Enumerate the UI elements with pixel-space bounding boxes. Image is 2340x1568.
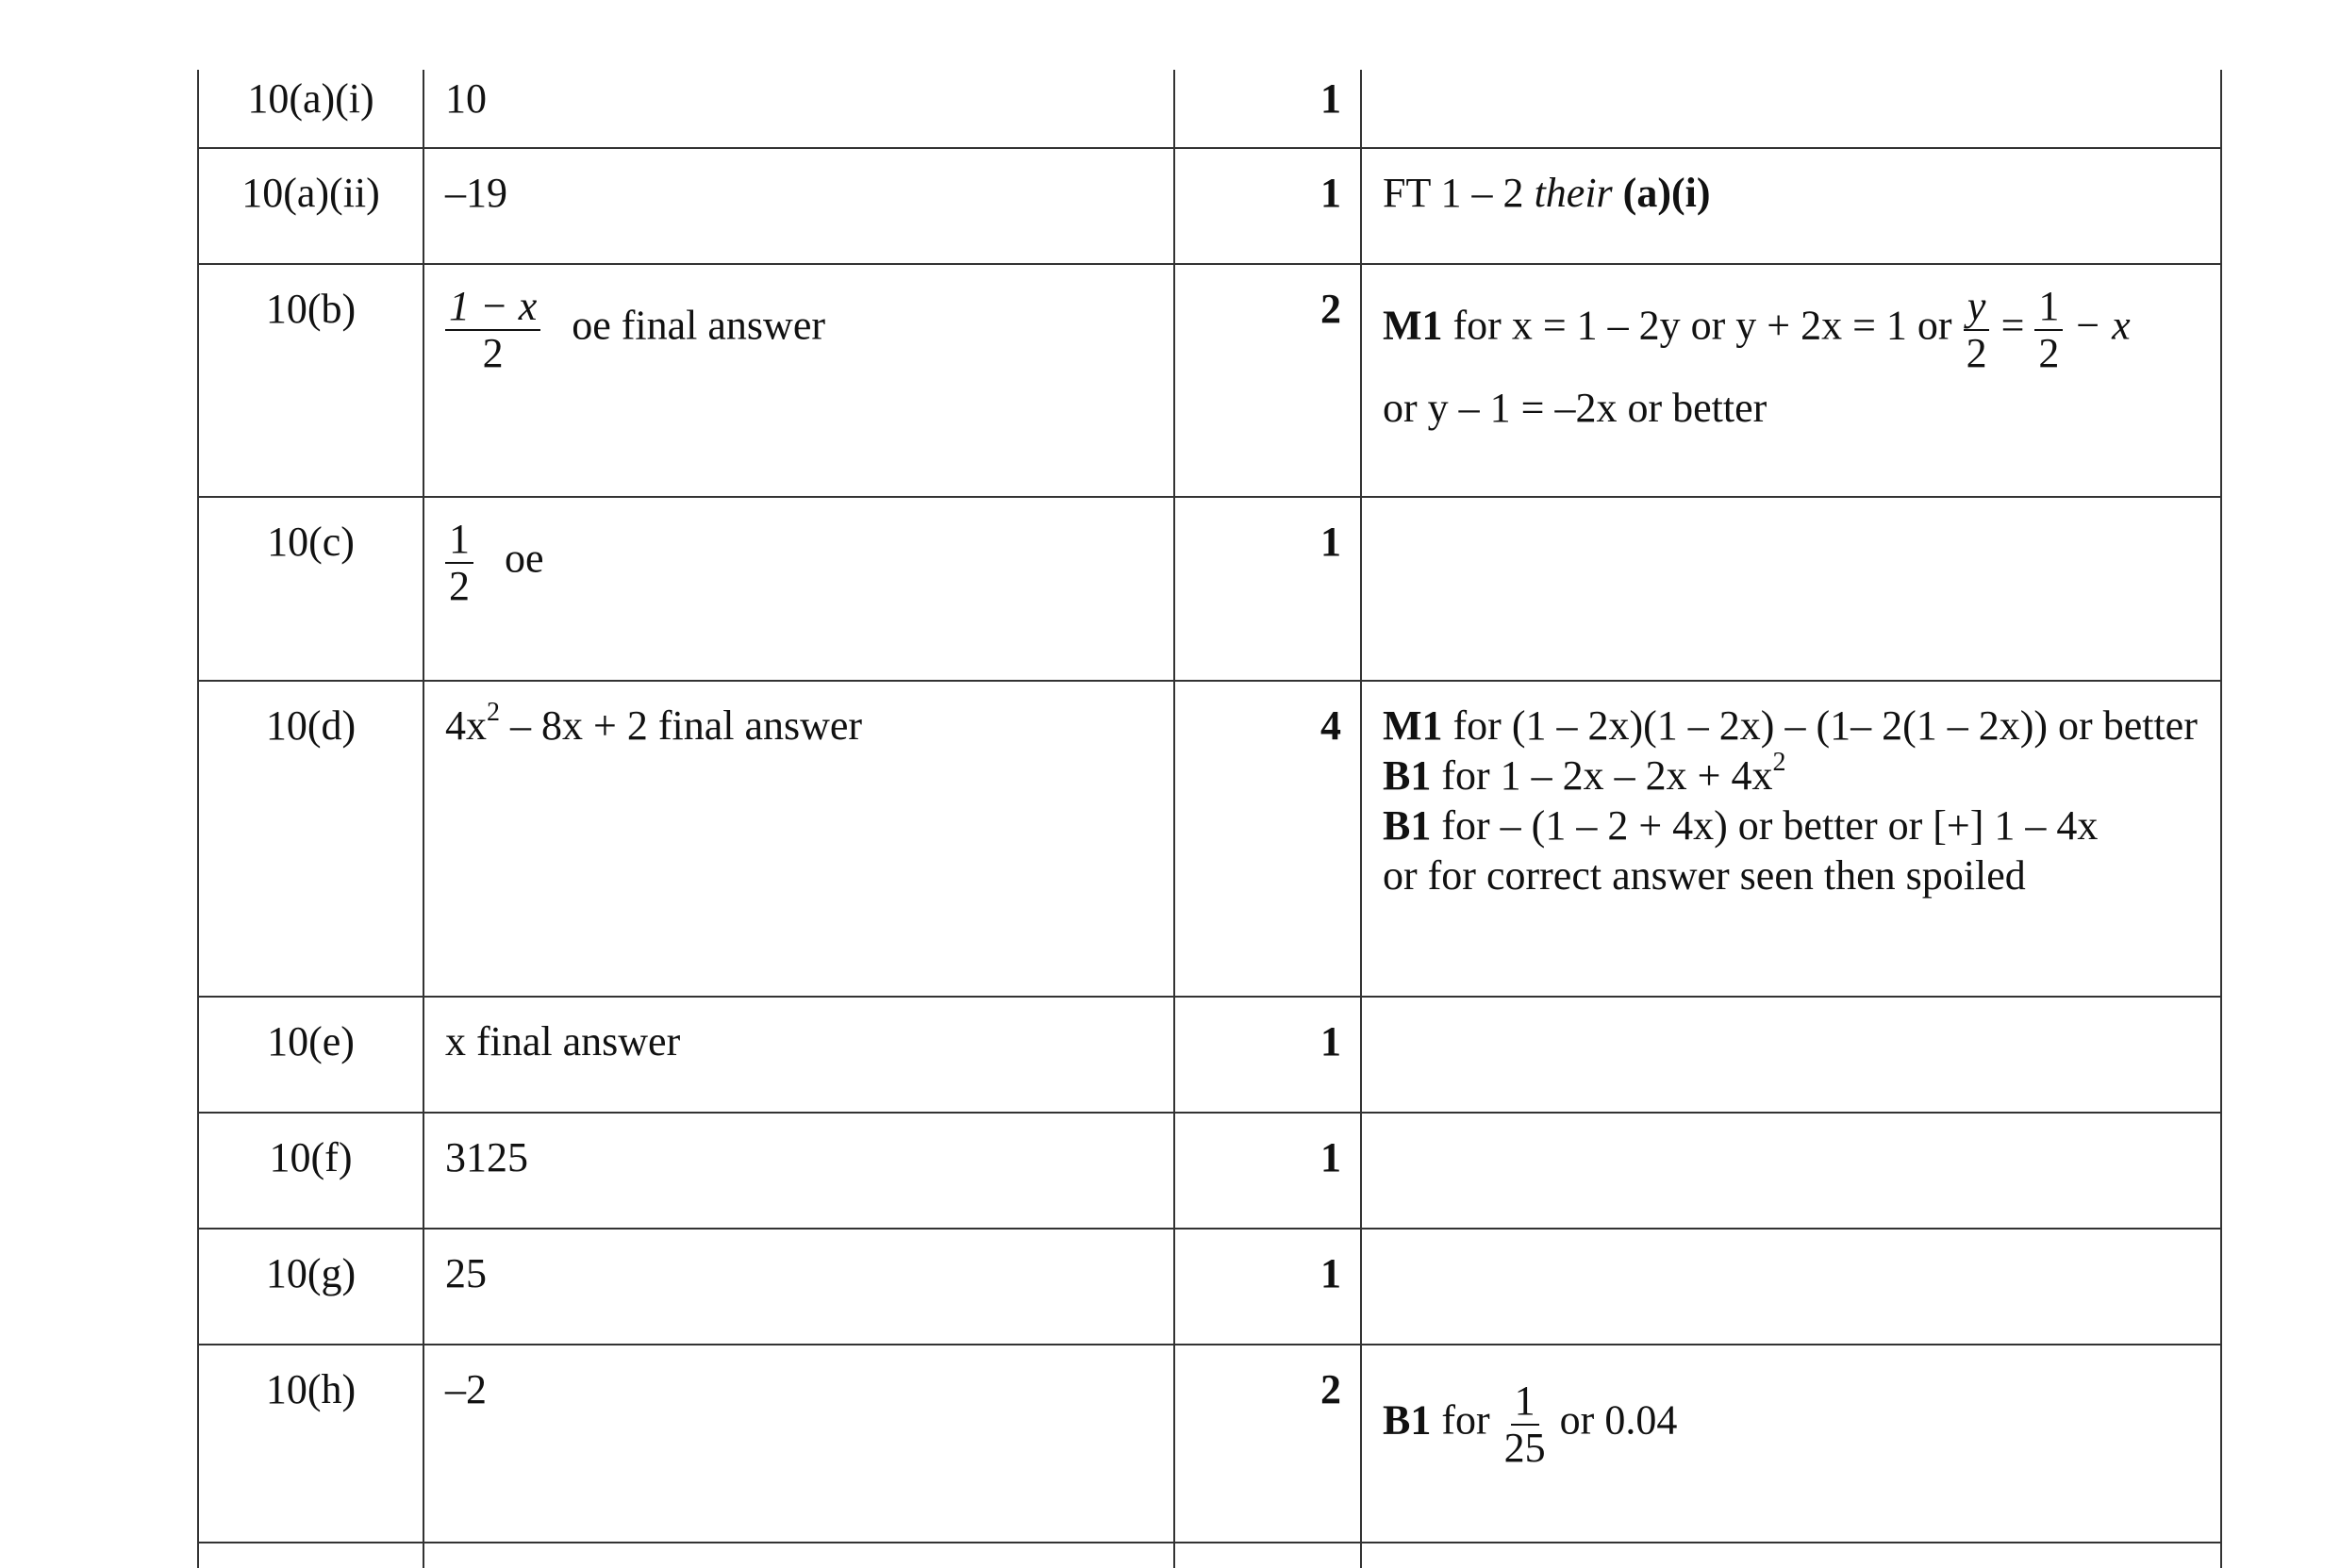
table-row xyxy=(198,997,2221,1113)
mark-scheme-table xyxy=(197,70,2222,1568)
answer-cell: –19 xyxy=(423,148,1174,264)
marks-cell: 4 xyxy=(1174,681,1361,997)
superscript: 2 xyxy=(487,698,500,727)
mark-code: B1 xyxy=(1383,1396,1432,1444)
guidance-cell xyxy=(1361,997,2221,1113)
fraction-numerator: y xyxy=(1964,284,1990,331)
guidance-their: their xyxy=(1534,170,1613,216)
fraction-denominator: 2 xyxy=(2038,329,2060,376)
marks-cell: 2 xyxy=(1174,1345,1361,1543)
table-row xyxy=(198,1345,2221,1543)
guidance-text: for (1 – 2x)(1 – 2x) – (1– 2(1 – 2x)) or better xyxy=(1442,702,2198,749)
answer-note: oe final answer xyxy=(572,302,826,349)
question-number: 10(f) xyxy=(198,1113,423,1229)
guidance-fraction xyxy=(1501,1378,1550,1470)
guidance-text: for xyxy=(1431,1396,1501,1444)
answer-note: oe xyxy=(505,535,544,582)
guidance-line xyxy=(1383,284,2220,375)
fraction-numerator: 1 − x xyxy=(445,284,540,331)
answer-cell xyxy=(423,1543,1174,1568)
guidance-text: for – (1 – 2 + 4x) or better or [+] 1 – 4x xyxy=(1431,802,2099,849)
table-row xyxy=(198,264,2221,497)
fraction-numerator: 1 xyxy=(1511,1378,1539,1426)
table-row xyxy=(198,1543,2221,1568)
guidance-cell xyxy=(1361,681,2221,997)
fraction-denominator: 2 xyxy=(482,329,504,376)
mark-code: B1 xyxy=(1383,802,1432,849)
guidance-cell xyxy=(1361,1543,2221,1568)
guidance-ref: (a)(i) xyxy=(1612,170,1711,216)
guidance-text: FT 1 – 2 xyxy=(1383,170,1535,216)
question-number: 10(a)(ii) xyxy=(198,148,423,264)
fraction-denominator: 2 xyxy=(449,562,470,609)
answer-text: 4x xyxy=(445,702,487,749)
marks-cell: 1 xyxy=(1174,997,1361,1113)
marks-cell: 2 xyxy=(1174,264,1361,497)
fraction-numerator: 1 xyxy=(2034,284,2063,331)
guidance-text: or 0.04 xyxy=(1549,1396,1678,1444)
guidance-line xyxy=(1383,801,2220,850)
mark-code: M1 xyxy=(1383,302,1443,349)
fraction-numerator: 1 xyxy=(445,517,473,564)
superscript: 2 xyxy=(1772,748,1786,777)
marks-cell: 1 xyxy=(1174,148,1361,264)
question-number: 10(d) xyxy=(198,681,423,997)
marks-cell: 1 xyxy=(1174,1229,1361,1345)
answer-fraction xyxy=(445,517,473,608)
guidance-cell xyxy=(1361,1229,2221,1345)
guidance-fraction xyxy=(1963,284,1991,375)
answer-cell: –2 xyxy=(423,1345,1174,1543)
marks-cell: 1 xyxy=(1174,497,1361,681)
question-number: 10(a)(i) xyxy=(198,70,423,148)
guidance-fraction xyxy=(2034,284,2063,375)
question-number: 10(e) xyxy=(198,997,423,1113)
guidance-cell xyxy=(1361,264,2221,497)
fraction-denominator: 25 xyxy=(1503,1424,1546,1471)
table-row xyxy=(198,497,2221,681)
mark-code: B1 xyxy=(1383,752,1432,799)
guidance-line xyxy=(1383,701,2220,751)
table-row xyxy=(198,681,2221,997)
table-row xyxy=(198,70,2221,148)
answer-cell xyxy=(423,264,1174,497)
answer-cell: 25 xyxy=(423,1229,1174,1345)
guidance-line: or for correct answer seen then spoiled xyxy=(1383,852,2026,899)
answer-cell xyxy=(423,497,1174,681)
guidance-line: or y – 1 = –2x or better xyxy=(1383,385,1767,432)
guidance-cell xyxy=(1361,148,2221,264)
table-row xyxy=(198,1229,2221,1345)
answer-cell: x final answer xyxy=(423,997,1174,1113)
marks-cell: 1 xyxy=(1174,70,1361,148)
guidance-cell xyxy=(1361,497,2221,681)
table-row xyxy=(198,148,2221,264)
question-number: 10(h) xyxy=(198,1345,423,1543)
guidance-line xyxy=(1383,748,2220,801)
guidance-cell xyxy=(1361,1345,2221,1543)
guidance-text: for x = 1 – 2y or y + 2x = 1 or xyxy=(1442,302,1963,349)
guidance-text: for 1 – 2x – 2x + 4x xyxy=(1431,752,1773,799)
guidance-text: − x xyxy=(2063,302,2131,349)
marks-cell: 1 xyxy=(1174,1113,1361,1229)
answer-cell: 10 xyxy=(423,70,1174,148)
mark-code: M1 xyxy=(1383,702,1443,749)
guidance-cell xyxy=(1361,70,2221,148)
table-row xyxy=(198,1113,2221,1229)
question-number: 10(g) xyxy=(198,1229,423,1345)
answer-fraction xyxy=(445,284,540,375)
question-number xyxy=(198,1543,423,1568)
guidance-cell xyxy=(1361,1113,2221,1229)
answer-cell: 3125 xyxy=(423,1113,1174,1229)
question-number: 10(b) xyxy=(198,264,423,497)
question-number: 10(c) xyxy=(198,497,423,681)
fraction-denominator: 2 xyxy=(1966,329,1987,376)
equals-sign: = xyxy=(1990,302,2035,349)
answer-text: – 8x + 2 final answer xyxy=(500,702,863,749)
marks-cell xyxy=(1174,1543,1361,1568)
answer-cell xyxy=(423,681,1174,997)
